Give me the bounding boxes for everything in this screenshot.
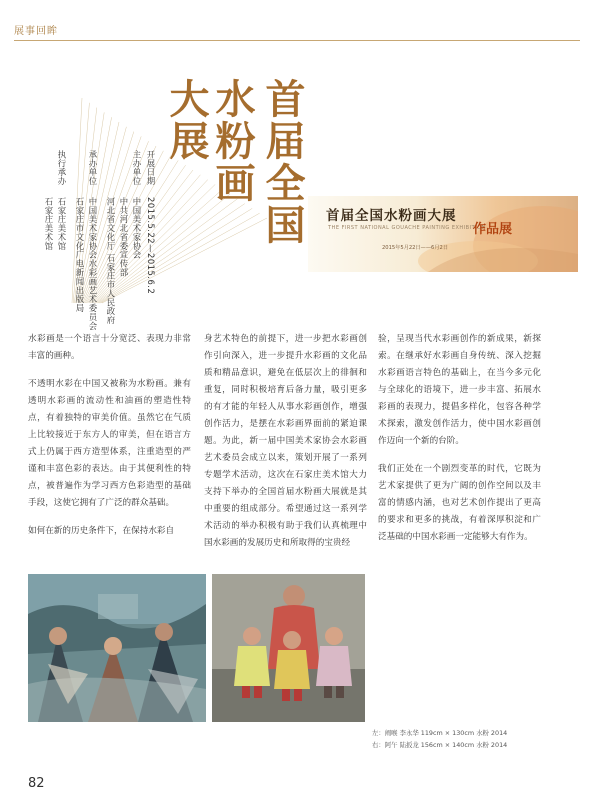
- page-number: 82: [28, 776, 45, 791]
- info-value-organizer-2: 中共河北省委宣传部: [119, 197, 129, 278]
- info-value-executive: 石家庄美术馆: [57, 197, 67, 251]
- exhibition-banner: [308, 196, 578, 272]
- banner-subtitle: 作品展: [473, 222, 513, 237]
- paragraph: 我们正处在一个剧烈变革的时代，它既为艺术家提供了更为广阔的创作空间以及丰富的情感内涵，也对艺术创作提出了更高的要求和更多的挑战，有着深厚积淀和广泛基础的中国水彩画一定能够大有作为。: [378, 464, 541, 542]
- section-header: [14, 12, 580, 41]
- info-label-executive: 执行承办: [57, 150, 67, 186]
- paragraph: 水彩画是一个语言十分宽泛、表现力非常丰富的画种。: [28, 334, 191, 361]
- banner-date: 2015年5月22日——6月2日: [382, 245, 449, 251]
- info-value-organizer-1: 中国美术家协会: [132, 197, 142, 260]
- paragraph: 如何在新的历史条件下，在保持水彩自: [28, 526, 175, 536]
- painting-right: [212, 574, 365, 722]
- title-column-3: 大展: [163, 78, 210, 162]
- body-column-3: [378, 331, 541, 557]
- banner-english-title: THE FIRST NATIONAL GOUACHE PAINTING EXHIBITION: [328, 225, 486, 231]
- info-label-opening-date: 开展日期: [146, 150, 156, 186]
- caption-right-painting: 右：阿午 陆扳龙 156cm × 140cm 水粉 2014: [372, 741, 508, 749]
- info-label-undertaker: 承办单位: [88, 150, 98, 186]
- paragraph: 身艺术特色的前提下，进一步把水彩画创作引向深入，进一步提升水彩画的文化品质和精品意识，避免在低层次上的徘徊和重复，同时积极培育后备力量，吸引更多的有才能的年轻人从事水彩画创作，增强创作活力，是摆在水彩画界面前的紧迫课题。为此，新一届中国美术家协会水彩画艺术委员会成立以来，策划开展了一系列专题学术活动，这次在石家庄美术馆大力支持下举办的全国首届水粉画大展就是其中重要的组成部分。希望通过这一系列学术活动的举办积极有助于我们认真梳理中国水彩画的发展历史和所取得的宝贵经: [204, 334, 367, 548]
- caption-left-painting: 左：阐喉 李永华 119cm × 130cm 水粉 2014: [372, 729, 508, 737]
- info-value-undertaker-2: 石家庄市文化广电新闻出版局: [75, 197, 85, 313]
- body-column-2: [204, 331, 367, 563]
- title-column-2: 水粉画: [209, 78, 256, 204]
- title-column-1: 首届全国: [259, 78, 306, 246]
- section-label: 展事回眸: [14, 26, 58, 37]
- paragraph: 不透明水彩在中国又被称为水粉画。兼有透明水彩画的流动性和油画的塑造性特点，有着独特的审美价值。虽然它在气质上比较接近于东方人的审美，但在语言方式上仍属于西方造型体系，注重造型的严谨和丰富色彩的表达。由于其便利性的特点，被普遍作为学习西方色彩造型的基础手段，这使它拥有了广泛的群众基础。: [28, 379, 191, 508]
- info-value-opening-date: 2015.5.22—2015.6.2: [146, 197, 156, 295]
- info-value-executive-2: 石家庄美术馆: [44, 197, 54, 251]
- body-column-1: [28, 331, 191, 551]
- paragraph: 验，呈现当代水彩画创作的新成果，新探索。在继承好水彩画自身传统、深入挖掘水彩画语言特色的基础上，在当今多元化与全球化的语境下，进一步丰富、拓展水彩画的表现力，提倡多样化，包容各种学术探索，激发创作活力，使中国水彩画创作迈向一个新的台阶。: [378, 334, 541, 446]
- info-label-organizer: 主办单位: [132, 150, 142, 186]
- painting-left: [28, 574, 206, 722]
- banner-title: 首届全国水粉画大展: [326, 208, 457, 224]
- info-value-organizer-3: 河北省文化厅 石家庄市人民政府: [106, 197, 116, 325]
- info-value-undertaker-1: 中国美术家协会水彩画艺术委员会: [88, 197, 98, 331]
